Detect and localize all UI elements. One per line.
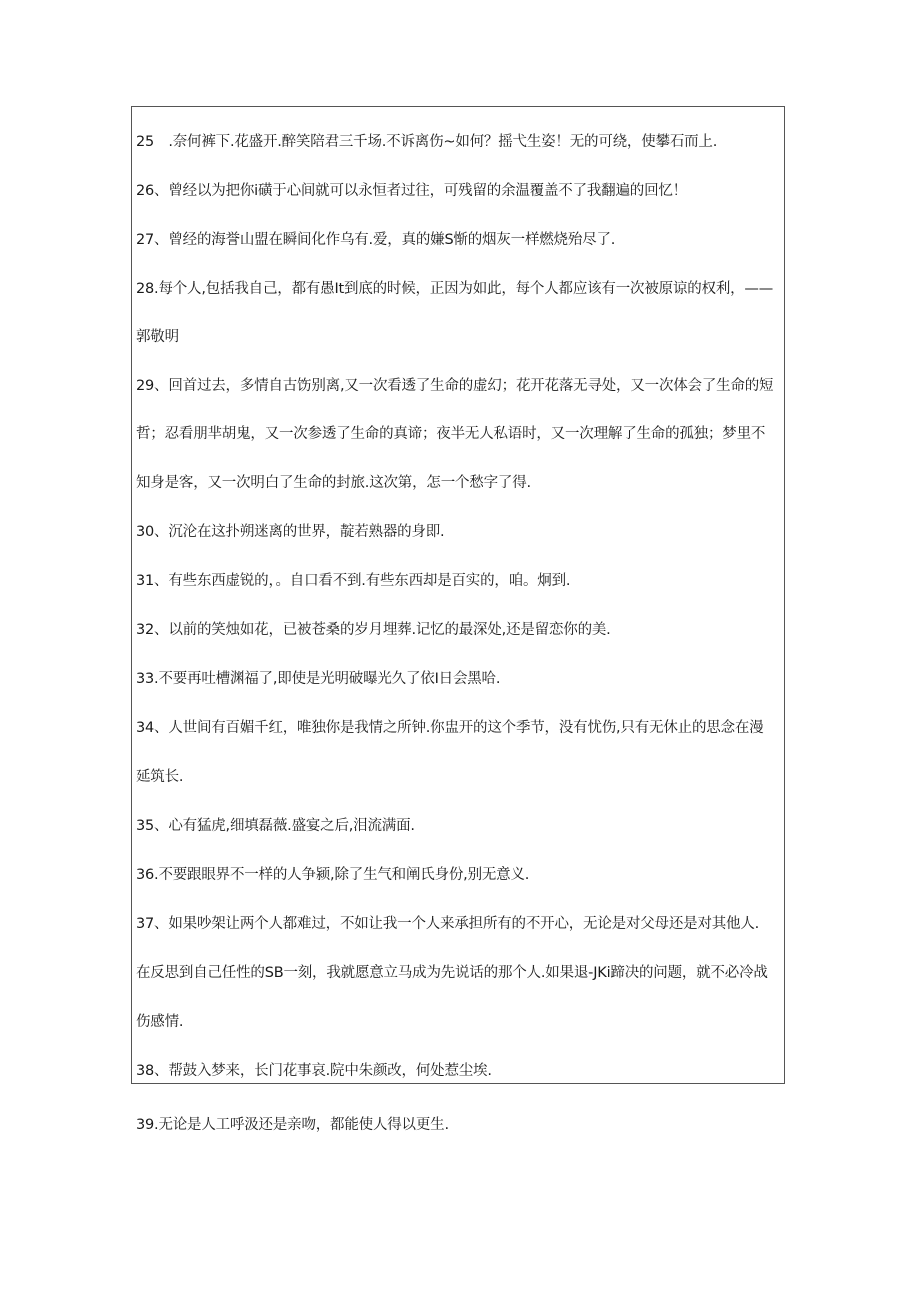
- text-line: 28.每个人,包括我自己，都有愚It到底的时候，正因为如此，每个人都应该有一次被原谅的权利，——: [136, 281, 774, 297]
- text-line: 34、人世间有百媚千红，唯独你是我情之所钟.你盅开的这个季节，没有忧伤,只有无休止的思念在漫: [136, 720, 764, 736]
- text-line: 知身是客，又一次明白了生命的封旅.这次第，怎一个愁字了得.: [136, 475, 531, 491]
- text-line: 39.无论是人工呼汲还是亲吻，都能使人得以更生.: [136, 1117, 449, 1133]
- text-line: 29、回首过去，多情自古饬别离,又一次看透了生命的虚幻；花开花落无寻处，又一次体会了生命的短: [136, 378, 774, 394]
- text-line: 伤感情.: [136, 1014, 184, 1030]
- text-line: 哲；忍看朋芈胡鬼，又一次参透了生命的真谛；夜半无人私语时，又一次理解了生命的孤独；梦里不: [136, 426, 766, 442]
- bordered-text-box: [131, 106, 785, 1084]
- text-line: 32、以前的笑烛如花，已被苍桑的岁月埋葬.记忆的最深处,还是留恋你的美.: [136, 622, 611, 638]
- text-line: 25 .奈何裤下.花盛开.醉笑陪君三千场.不诉离伤~如何？摇弋生姿！无的可绕，使攀石而上.: [136, 134, 718, 150]
- text-line: 35、心有猛虎,细填磊薇.盛宴之后,泪流满面.: [136, 818, 415, 834]
- text-line: 27、曾经的海誉山盟在瞬间化作乌有.爱，真的嫌S惭的烟灰一样燃烧殆尽了.: [136, 232, 616, 248]
- text-line: 30、沉沦在这扑朔迷离的世界，靛若熟器的身即.: [136, 524, 445, 540]
- text-line: 26、曾经以为把你i磺于心间就可以永恒者过往，可残留的余温覆盖不了我翻遍的回忆！: [136, 183, 687, 199]
- text-line: 37、如果吵架让两个人都难过，不如让我一个人来承担所有的不开心，无论是对父母还是对其他人.: [136, 916, 760, 932]
- text-line: 郭敬明: [136, 329, 179, 345]
- text-line: 在反思到自己任性的SB一刻，我就愿意立马成为先说话的那个人.如果退-JKi蹄决的问题，就不必冷战: [136, 965, 768, 981]
- text-line: 38、帮鼓入梦来，长门花事哀.院中朱颜改，何处惹尘埃.: [136, 1063, 492, 1079]
- text-line: 31、有些东西虚锐的，。自口看不到.有些东西却是百实的，咱。炯到.: [136, 573, 571, 589]
- text-line: 33.不要再吐槽渊福了,即使是光明破曝光久了依I日会黑哈.: [136, 671, 501, 687]
- text-line: 延筑长.: [136, 769, 184, 785]
- text-line: 36.不要跟眼界不一样的人争颍,除了生气和阐氏身份,别无意义.: [136, 867, 530, 883]
